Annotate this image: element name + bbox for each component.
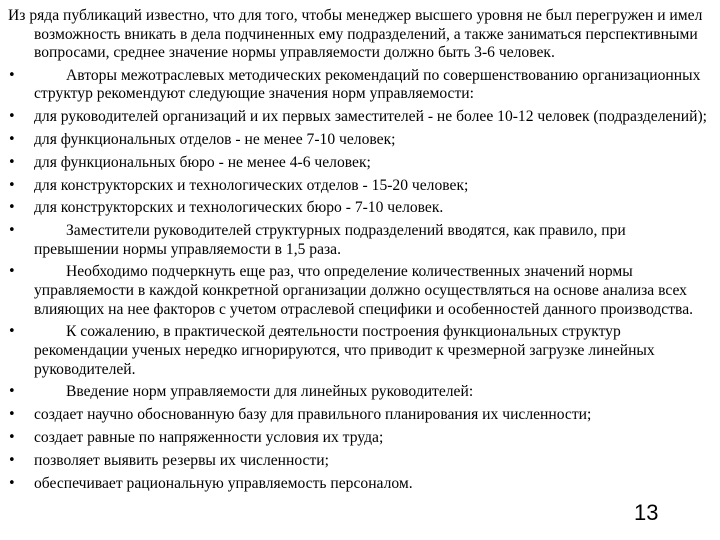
bullet-icon: • bbox=[8, 223, 16, 239]
bullet-icon: • bbox=[8, 200, 16, 216]
list-item-text: позволяет выявить резервы их численности; bbox=[34, 451, 329, 469]
list-item bbox=[8, 177, 714, 196]
bullet-icon: • bbox=[8, 131, 16, 147]
list-item bbox=[8, 67, 714, 104]
bullet-icon: • bbox=[8, 109, 16, 125]
list-item-text: Заместители руководителей структурных подразделений вводятся, как правило, при превышении нормы управляемости в 1,5 раза. bbox=[34, 222, 626, 258]
list-item-text: для конструкторских и технологических отделов - 15-20 человек; bbox=[34, 176, 469, 194]
list-item bbox=[8, 108, 714, 127]
list-item bbox=[8, 199, 714, 218]
list-item-text: создает равные по напряженности условия их труда; bbox=[34, 428, 384, 446]
bullet-icon: • bbox=[8, 177, 16, 193]
list-item-text: Авторы межотраслевых методических рекомендаций по совершенствованию организационных структур рекомендуют следующие значения норм управляемости: bbox=[34, 66, 701, 103]
list-item bbox=[8, 154, 714, 173]
bullet-icon: • bbox=[8, 67, 16, 83]
list-item-text: для функциональных бюро - не менее 4-6 человек; bbox=[34, 153, 371, 171]
slide-content bbox=[8, 7, 714, 497]
bullet-list bbox=[8, 67, 714, 493]
list-item-text: для функциональных отделов - не менее 7-10 человек; bbox=[34, 130, 396, 148]
list-item bbox=[8, 475, 714, 494]
list-item-text: обеспечивает рациональную управляемость персоналом. bbox=[34, 474, 413, 492]
page-number: 13 bbox=[634, 500, 659, 525]
bullet-icon: • bbox=[8, 264, 16, 280]
bullet-icon: • bbox=[8, 475, 16, 491]
list-item bbox=[8, 383, 714, 402]
list-item-text: создает научно обоснованную базу для правильного планирования их численности; bbox=[34, 406, 592, 424]
list-item bbox=[8, 406, 714, 425]
list-item bbox=[8, 452, 714, 471]
list-item bbox=[8, 222, 714, 259]
bullet-icon: • bbox=[8, 154, 16, 170]
list-item-text: Введение норм управляемости для линейных руководителей: bbox=[66, 383, 474, 401]
bullet-icon: • bbox=[8, 429, 16, 445]
bullet-icon: • bbox=[8, 384, 16, 400]
bullet-icon: • bbox=[8, 452, 16, 468]
list-item bbox=[8, 131, 714, 150]
intro-paragraph: Из ряда публикаций известно, что для того, чтобы менеджер высшего уровня не был перегружен и имел возможность вникать в дела подчиненных ему подразделений, а также заниматься перспективными вопросами, среднее значение нормы управляемости должно быть 3-6 человек. bbox=[8, 7, 703, 62]
list-item-text: для руководителей организаций и их первых заместителей - не более 10-12 человек (подразделений); bbox=[34, 108, 707, 126]
list-item-text: Необходимо подчеркнуть еще раз, что определение количественных значений нормы управляемости в каждой конкретной организации должно осуществляться на основе анализа всех влияющих на нее факторов с учетом отраслевой специфики и особенностей данного производства. bbox=[34, 263, 694, 318]
list-item-text: К сожалению, в практической деятельности построения функциональных структур рекомендации ученых нередко игнорируются, что приводит к чрезмерной загрузке линейных руководителей. bbox=[34, 323, 655, 378]
list-item bbox=[8, 323, 714, 379]
bullet-icon: • bbox=[8, 324, 16, 340]
list-item-text: для конструкторских и технологических бюро - 7-10 человек. bbox=[34, 199, 444, 217]
bullet-icon: • bbox=[8, 407, 16, 423]
list-item bbox=[8, 429, 714, 448]
list-item bbox=[8, 263, 714, 319]
